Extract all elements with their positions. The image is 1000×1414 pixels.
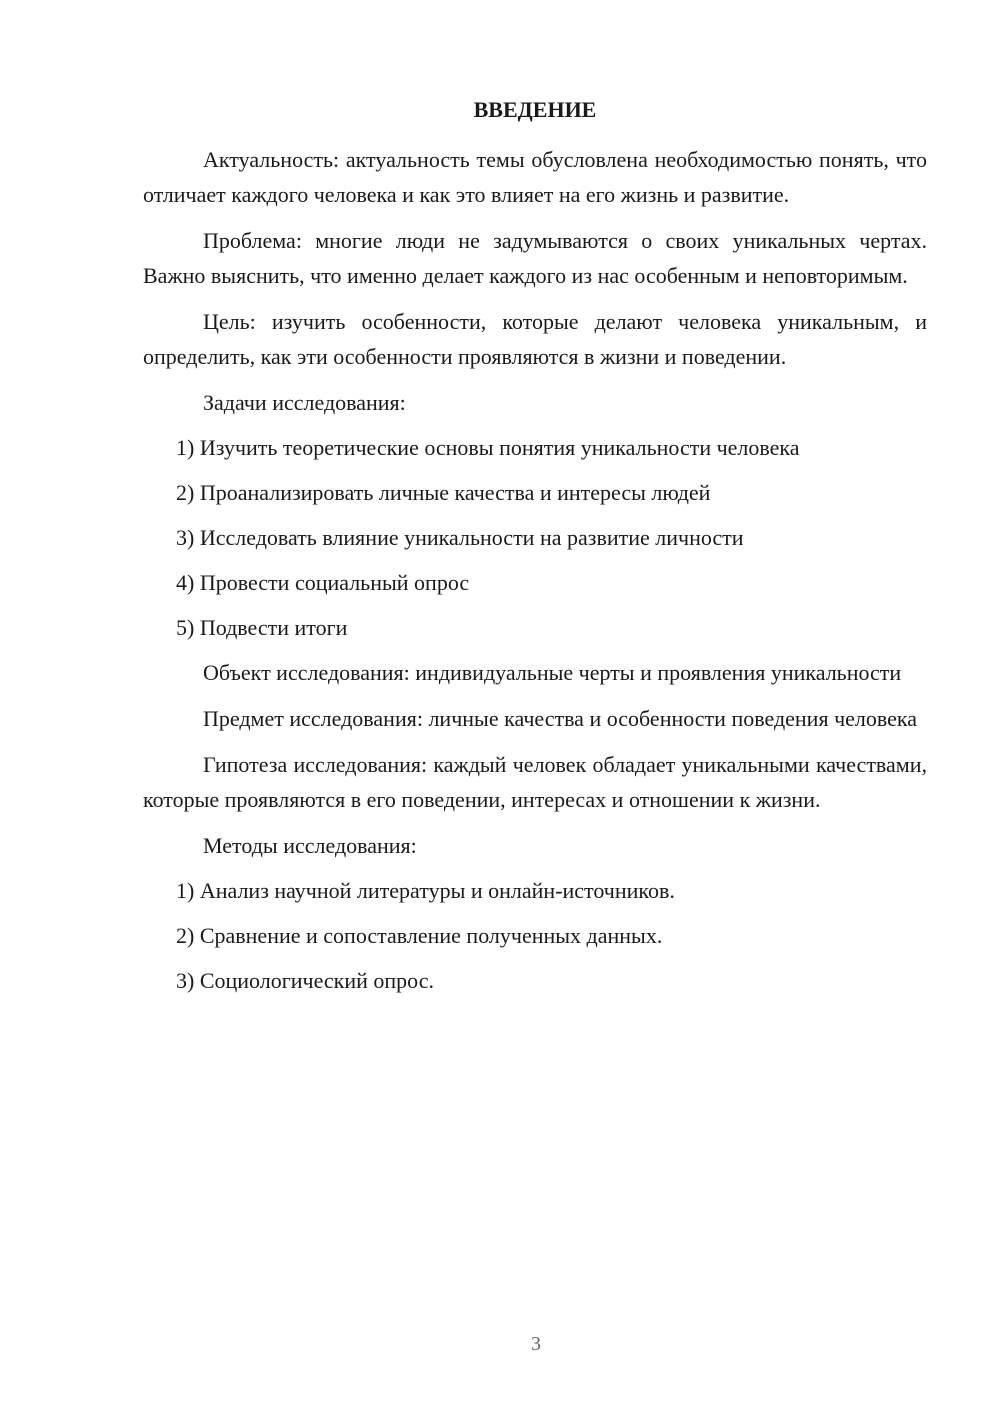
goal-paragraph: Цель: изучить особенности, которые делают человека уникальным, и определить, как эти особенности проявляются в жизни и поведении. xyxy=(143,309,927,369)
task-item: 3) Исследовать влияние уникальности на развитие личности xyxy=(176,525,744,550)
task-item: 5) Подвести итоги xyxy=(176,615,348,640)
section-heading: ВВЕДЕНИЕ xyxy=(473,97,597,122)
methods-label: Методы исследования: xyxy=(203,833,417,858)
hypothesis-paragraph: Гипотеза исследования: каждый человек обладает уникальными качествами, которые проявляются в его поведении, интересах и отношении к жизни. xyxy=(143,752,927,812)
tasks-label: Задачи исследования: xyxy=(203,390,406,415)
problem-paragraph: Проблема: многие люди не задумываются о своих уникальных чертах. Важно выяснить, что именно делает каждого из нас особенным и неповторимым. xyxy=(143,228,927,288)
task-item: 4) Провести социальный опрос xyxy=(176,570,470,595)
method-item: 1) Анализ научной литературы и онлайн-источников. xyxy=(176,878,675,903)
object-paragraph: Объект исследования: индивидуальные черты и проявления уникальности xyxy=(203,660,902,685)
method-item: 3) Социологический опрос. xyxy=(176,968,434,993)
task-item: 2) Проанализировать личные качества и интересы людей xyxy=(176,480,711,505)
method-item: 2) Сравнение и сопоставление полученных данных. xyxy=(176,923,663,948)
relevance-paragraph: Актуальность: актуальность темы обусловлена необходимостью понять, что отличает каждого человека и как это влияет на его жизнь и развитие. xyxy=(143,147,927,207)
document-body xyxy=(143,142,927,1008)
task-item: 1) Изучить теоретические основы понятия уникальности человека xyxy=(176,435,800,460)
page-number: 3 xyxy=(531,1333,541,1355)
subject-paragraph: Предмет исследования: личные качества и особенности поведения человека xyxy=(203,706,918,731)
